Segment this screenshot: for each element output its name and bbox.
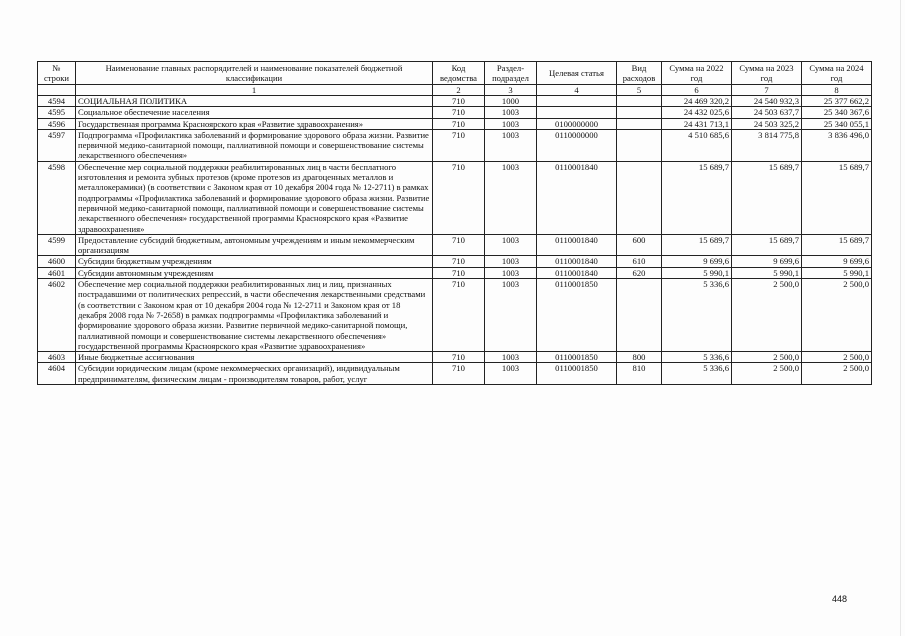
page-number: 448 (832, 594, 848, 604)
row-sum-2023: 9 699,6 (732, 256, 802, 267)
row-sum-2024: 3 836 496,0 (802, 129, 872, 161)
header-row (38, 62, 872, 85)
row-name: Государственная программа Красноярского края «Развитие здравоохранения» (76, 118, 433, 129)
row-number: 4600 (38, 256, 76, 267)
row-dept-code: 710 (433, 107, 485, 118)
row-section: 1003 (485, 161, 537, 234)
row-section: 1003 (485, 234, 537, 256)
row-sum-2024: 2 500,0 (802, 279, 872, 352)
row-target-article: 0100000000 (537, 118, 617, 129)
row-sum-2023: 2 500,0 (732, 363, 802, 385)
row-dept-code: 710 (433, 267, 485, 278)
row-dept-code: 710 (433, 161, 485, 234)
row-sum-2023: 2 500,0 (732, 279, 802, 352)
row-name: СОЦИАЛЬНАЯ ПОЛИТИКА (76, 96, 433, 107)
header-sum-2024: Сумма на 2024 год (802, 62, 872, 85)
header-target-article: Целевая статья (537, 62, 617, 85)
row-sum-2023: 24 503 325,2 (732, 118, 802, 129)
row-number: 4595 (38, 107, 76, 118)
table-row (38, 118, 872, 129)
table-row (38, 352, 872, 363)
row-sum-2022: 5 336,6 (662, 363, 732, 385)
row-expense-type: 620 (617, 267, 662, 278)
row-target-article: 0110001840 (537, 267, 617, 278)
table-row (38, 267, 872, 278)
row-sum-2023: 24 540 932,3 (732, 96, 802, 107)
column-number (38, 85, 76, 96)
row-name: Предоставление субсидий бюджетным, автономным учреждениям и иным некоммерческим организациям (76, 234, 433, 256)
table-row (38, 161, 872, 234)
row-sum-2023: 2 500,0 (732, 352, 802, 363)
row-sum-2024: 15 689,7 (802, 161, 872, 234)
row-number: 4601 (38, 267, 76, 278)
row-sum-2022: 24 432 025,6 (662, 107, 732, 118)
row-expense-type: 810 (617, 363, 662, 385)
column-number: 8 (802, 85, 872, 96)
table-row (38, 279, 872, 352)
row-dept-code: 710 (433, 234, 485, 256)
column-number: 5 (617, 85, 662, 96)
row-name: Подпрограмма «Профилактика заболеваний и формирование здорового образа жизни. Развитие первичной медико-санитарной помощи, паллиативной помощи и совершенствование системы лекарственного обеспечения» (76, 129, 433, 161)
row-section: 1003 (485, 129, 537, 161)
row-section: 1003 (485, 256, 537, 267)
row-sum-2022: 15 689,7 (662, 234, 732, 256)
row-section: 1003 (485, 118, 537, 129)
row-number: 4602 (38, 279, 76, 352)
column-number: 3 (485, 85, 537, 96)
row-target-article: 0110000000 (537, 129, 617, 161)
row-number: 4599 (38, 234, 76, 256)
row-target-article: 0110001850 (537, 352, 617, 363)
row-sum-2023: 15 689,7 (732, 234, 802, 256)
row-target-article: 0110001840 (537, 161, 617, 234)
row-section: 1003 (485, 267, 537, 278)
row-sum-2024: 25 377 662,2 (802, 96, 872, 107)
row-sum-2022: 24 431 713,1 (662, 118, 732, 129)
table-row (38, 256, 872, 267)
header-section: Раздел- подраздел (485, 62, 537, 85)
row-number: 4596 (38, 118, 76, 129)
column-number: 1 (76, 85, 433, 96)
row-expense-type (617, 129, 662, 161)
row-section: 1003 (485, 279, 537, 352)
header-row-number: № строки (38, 62, 76, 85)
row-sum-2023: 5 990,1 (732, 267, 802, 278)
row-section: 1003 (485, 352, 537, 363)
row-name: Обеспечение мер социальной поддержки реабилитированных лиц в части бесплатного изготовления и ремонта зубных протезов (кроме протезов из драгоценных металлов и металлокерамики) (в соответствии с Законом края от 10 декабря 2004 года № 12-2711) в рамках подпрограммы «Профилактика заболеваний и формирование здорового образа жизни. Развитие первичной медико-санитарной помощи, паллиативной помощи и совершенствование системы лекарственного обеспечения» государственной программы Красноярского края «Развитие здравоохранения» (76, 161, 433, 234)
row-section: 1003 (485, 363, 537, 385)
row-number: 4594 (38, 96, 76, 107)
row-dept-code: 710 (433, 118, 485, 129)
header-expense-type: Вид расходов (617, 62, 662, 85)
row-number: 4603 (38, 352, 76, 363)
row-sum-2024: 25 340 367,6 (802, 107, 872, 118)
row-expense-type (617, 107, 662, 118)
column-number-row (38, 85, 872, 96)
row-dept-code: 710 (433, 352, 485, 363)
row-sum-2024: 25 340 055,1 (802, 118, 872, 129)
row-sum-2022: 5 990,1 (662, 267, 732, 278)
row-name: Социальное обеспечение населения (76, 107, 433, 118)
row-dept-code: 710 (433, 129, 485, 161)
row-sum-2024: 9 699,6 (802, 256, 872, 267)
budget-table (37, 61, 872, 385)
table-row (38, 96, 872, 107)
row-number: 4597 (38, 129, 76, 161)
header-sum-2023: Сумма на 2023 год (732, 62, 802, 85)
table-row (38, 107, 872, 118)
row-sum-2022: 5 336,6 (662, 279, 732, 352)
row-expense-type (617, 118, 662, 129)
row-sum-2024: 5 990,1 (802, 267, 872, 278)
column-number: 2 (433, 85, 485, 96)
row-sum-2022: 15 689,7 (662, 161, 732, 234)
row-name: Иные бюджетные ассигнования (76, 352, 433, 363)
row-sum-2024: 2 500,0 (802, 352, 872, 363)
row-name: Субсидии бюджетным учреждениям (76, 256, 433, 267)
header-sum-2022: Сумма на 2022 год (662, 62, 732, 85)
row-number: 4604 (38, 363, 76, 385)
row-sum-2023: 24 503 637,7 (732, 107, 802, 118)
column-number: 7 (732, 85, 802, 96)
row-expense-type (617, 279, 662, 352)
header-name: Наименование главных распорядителей и наименование показателей бюджетной классификации (76, 62, 433, 85)
row-sum-2024: 2 500,0 (802, 363, 872, 385)
row-sum-2022: 5 336,6 (662, 352, 732, 363)
row-dept-code: 710 (433, 96, 485, 107)
row-expense-type: 800 (617, 352, 662, 363)
row-dept-code: 710 (433, 256, 485, 267)
column-number: 4 (537, 85, 617, 96)
column-number: 6 (662, 85, 732, 96)
row-expense-type (617, 96, 662, 107)
row-target-article: 0110001840 (537, 234, 617, 256)
header-dept-code: Код ведомства (433, 62, 485, 85)
row-expense-type: 600 (617, 234, 662, 256)
row-sum-2023: 15 689,7 (732, 161, 802, 234)
row-target-article (537, 107, 617, 118)
row-expense-type (617, 161, 662, 234)
scan-edge (900, 0, 901, 636)
row-sum-2022: 24 469 320,2 (662, 96, 732, 107)
table-row (38, 129, 872, 161)
row-sum-2022: 4 510 685,6 (662, 129, 732, 161)
table-row (38, 363, 872, 385)
row-sum-2024: 15 689,7 (802, 234, 872, 256)
row-name: Обеспечение мер социальной поддержки реабилитированных лиц и лиц, признанных пострадавшими от политических репрессий, в части обеспечения лекарственными средствами (в соответствии с Законом края от 10 декабря 2004 года № 12-2711 и Законом края от 18 декабря 2008 года № 7-2658) в рамках подпрограммы «Профилактика заболеваний и формирование здорового образа жизни. Развитие первичной медико-санитарной помощи, паллиативной помощи и совершенствование системы лекарственного обеспечения» государственной программы Красноярского края «Развитие здравоохранения» (76, 279, 433, 352)
row-expense-type: 610 (617, 256, 662, 267)
row-section: 1003 (485, 107, 537, 118)
table-row (38, 234, 872, 256)
row-sum-2022: 9 699,6 (662, 256, 732, 267)
row-dept-code: 710 (433, 363, 485, 385)
row-target-article: 0110001850 (537, 279, 617, 352)
row-sum-2023: 3 814 775,8 (732, 129, 802, 161)
row-section: 1000 (485, 96, 537, 107)
row-dept-code: 710 (433, 279, 485, 352)
table-body (38, 96, 872, 385)
row-name: Субсидии юридическим лицам (кроме некоммерческих организаций), индивидуальным предпринимателям, физическим лицам - производителям товаров, работ, услуг (76, 363, 433, 385)
row-target-article (537, 96, 617, 107)
row-name: Субсидии автономным учреждениям (76, 267, 433, 278)
row-number: 4598 (38, 161, 76, 234)
row-target-article: 0110001850 (537, 363, 617, 385)
row-target-article: 0110001840 (537, 256, 617, 267)
